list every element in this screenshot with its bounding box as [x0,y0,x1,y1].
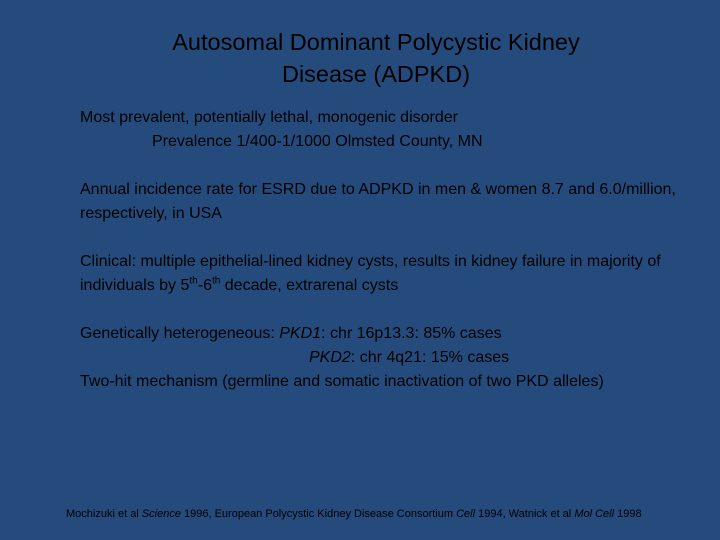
citation-journal-cell: Cell [456,508,476,520]
two-hit-text: Two-hit mechanism (germline and somatic inactivation of two PKD alleles) [80,373,604,390]
incidence-text: Annual incidence rate for ESRD due to ADPKD in men & women 8.7 and 6.0/million, respectively, in USA [80,181,676,222]
definition-text: Most prevalent, potentially lethal, monogenic disorder [80,109,458,126]
paragraph-definition [80,106,680,130]
paragraph-two-hit [80,370,680,394]
spacer [80,154,680,178]
paragraph-incidence [80,178,680,226]
gene-pkd2-detail: : chr 4q21: 15% cases [350,349,510,366]
spacer [80,226,680,250]
slide-body [80,106,680,394]
title-line-2: Disease (ADPKD) [281,61,471,87]
paragraph-prevalence [80,130,680,154]
citation-journal-science: Science [141,508,181,520]
citation-part-2: 1996, European Polycystic Kidney Disease Consortium [180,508,457,520]
clinical-text-part-2: -6 [197,277,212,294]
paragraph-genetics-pkd1 [80,322,680,346]
citation-part-4: 1998 [614,508,642,520]
superscript-th-1: th [189,275,198,287]
title-line-1: Autosomal Dominant Polycystic Kidney [172,29,580,55]
slide-title [100,26,652,90]
gene-pkd1: PKD1 [279,325,322,342]
spacer [80,298,680,322]
citation-part-1: Mochizuki et al [66,508,142,520]
genetics-label: Genetically heterogeneous: [80,325,280,342]
clinical-text-part-1: Clinical: multiple epithelial-lined kidney cysts, results in kidney failure in majority of individuals by 5 [80,253,661,294]
gene-pkd1-detail: : chr 16p13.3: 85% cases [321,325,502,342]
superscript-th-2: th [211,275,221,287]
clinical-text-part-3: decade, extrarenal cysts [220,277,399,294]
prevalence-text: Prevalence 1/400-1/1000 Olmsted County, MN [152,133,483,150]
gene-pkd2: PKD2 [309,349,351,366]
citation-journal-mol-cell: Mol Cell [574,508,615,520]
paragraph-genetics-pkd2 [80,346,680,370]
paragraph-clinical [80,250,680,298]
citation [66,506,706,523]
citation-part-3: 1994, Watnick et al [475,508,575,520]
